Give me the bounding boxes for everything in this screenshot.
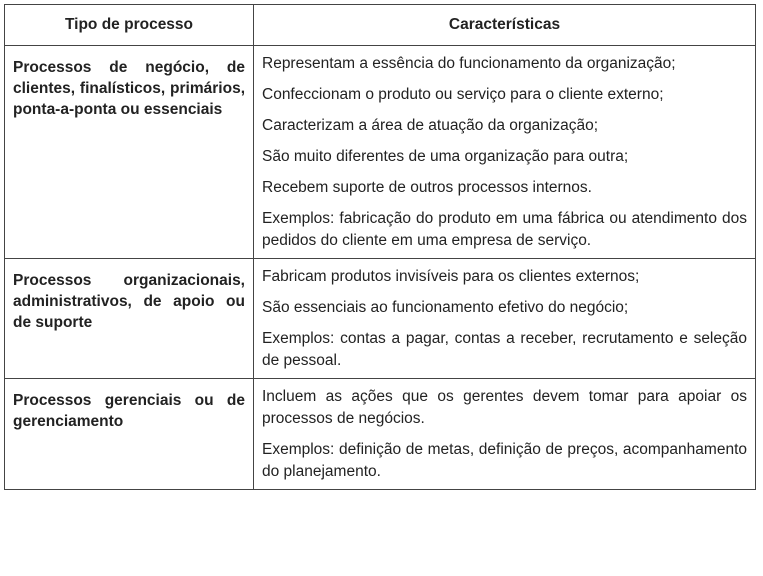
header-tipo-de-processo: Tipo de processo — [5, 5, 254, 46]
characteristic-item: Recebem suporte de outros processos internos. — [262, 179, 592, 196]
characteristic-example: Exemplos: contas a pagar, contas a receber, recrutamento e seleção de pessoal. — [262, 330, 747, 369]
process-types-table — [4, 4, 756, 490]
table-row — [5, 259, 756, 379]
characteristics-cell — [254, 259, 756, 379]
header-row — [5, 5, 756, 46]
table-row — [5, 46, 756, 259]
process-type-cell: Processos gerenciais ou de gerenciamento — [5, 379, 254, 490]
characteristic-example: Exemplos: fabricação do produto em uma fábrica ou atendimento dos pedidos do cliente em uma empresa de serviço. — [262, 210, 747, 249]
table-row — [5, 379, 756, 490]
process-type-cell: Processos de negócio, de clientes, finalísticos, primários, ponta-a-ponta ou essenciais — [5, 46, 254, 259]
header-caracteristicas: Características — [254, 5, 756, 46]
characteristic-item: Fabricam produtos invisíveis para os clientes externos; — [262, 268, 640, 285]
characteristic-item: Incluem as ações que os gerentes devem tomar para apoiar os processos de negócios. — [262, 388, 747, 427]
characteristic-item: Representam a essência do funcionamento da organização; — [262, 55, 676, 72]
process-type-cell: Processos organizacionais, administrativos, de apoio ou de suporte — [5, 259, 254, 379]
characteristic-item: Caracterizam a área de atuação da organização; — [262, 117, 599, 134]
characteristic-item: São muito diferentes de uma organização para outra; — [262, 148, 629, 165]
characteristics-cell — [254, 379, 756, 490]
characteristic-item: São essenciais ao funcionamento efetivo do negócio; — [262, 299, 629, 316]
characteristics-cell — [254, 46, 756, 259]
characteristic-item: Confeccionam o produto ou serviço para o cliente externo; — [262, 86, 664, 103]
characteristic-example: Exemplos: definição de metas, definição de preços, acompanhamento do planejamento. — [262, 441, 747, 480]
